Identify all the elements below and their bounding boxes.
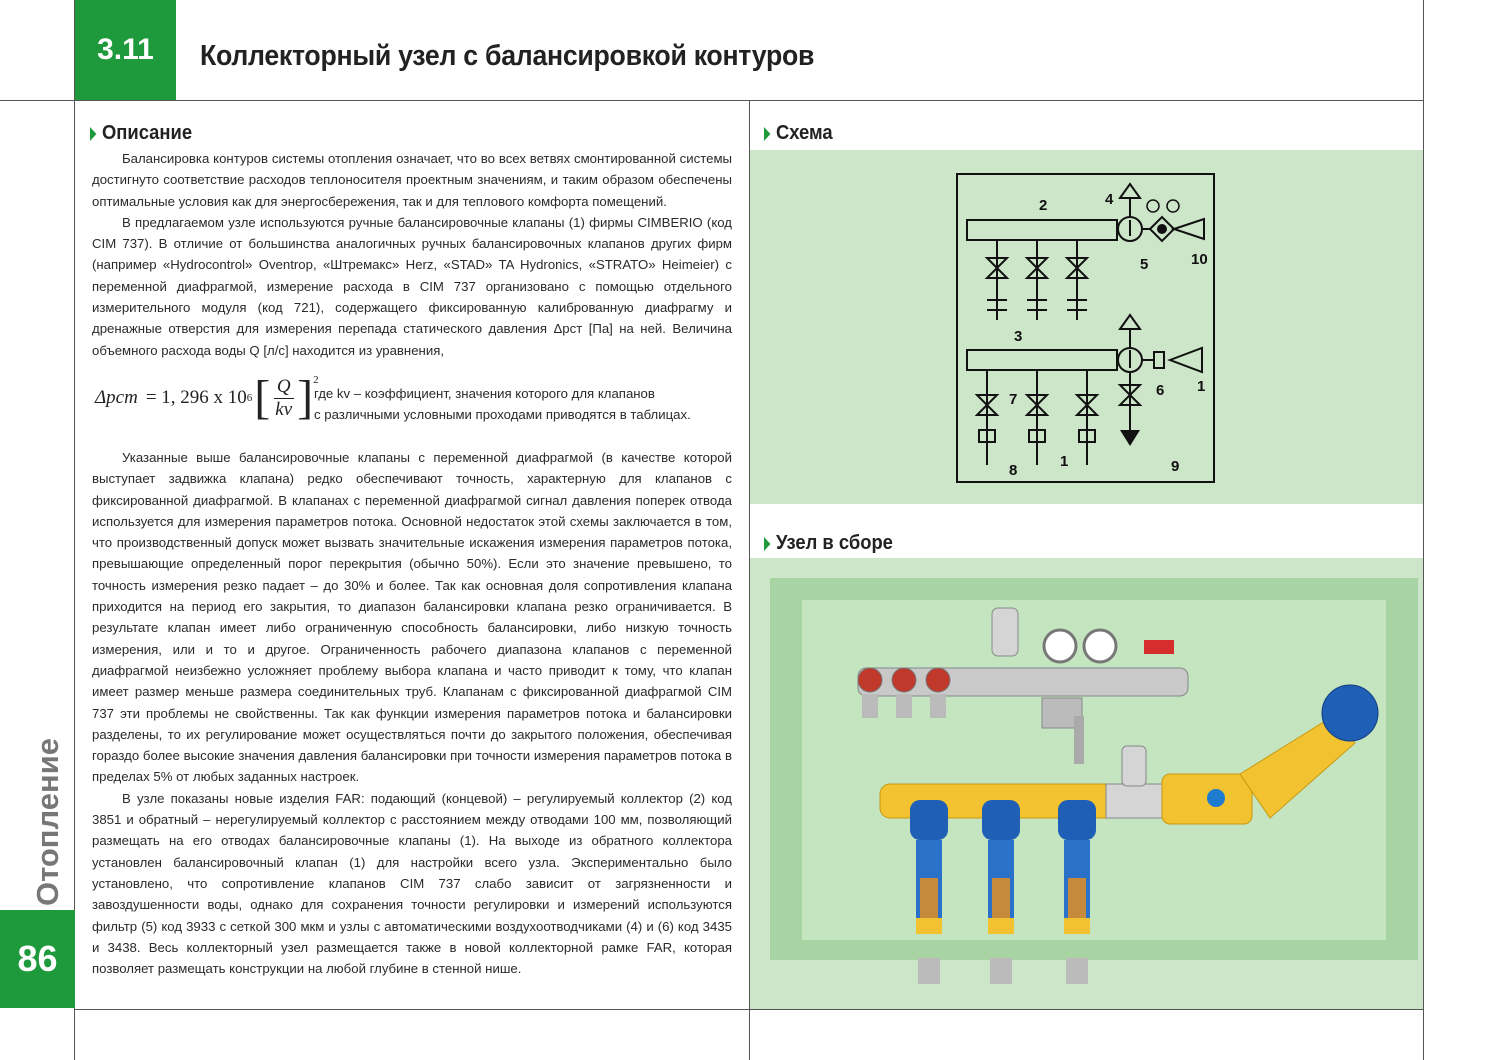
formula-note: [314, 383, 691, 425]
schema-label: 6: [1156, 382, 1165, 399]
description-heading-text: Описание: [101, 122, 193, 144]
assembly-heading-text: Узел в сборе: [775, 532, 893, 554]
schema-label: 9: [1171, 458, 1180, 475]
formula-eq: = 1, 296 x 10: [145, 387, 247, 408]
bracket-open: [: [254, 371, 271, 424]
frame-right-line: [1423, 0, 1424, 1060]
bracket-close: ]: [297, 371, 314, 424]
description-heading: [90, 122, 192, 145]
schema-label: 1: [1197, 378, 1206, 395]
formula-fraction: [272, 376, 295, 421]
chapter-label: Отопление: [30, 737, 65, 907]
paragraph: В предлагаемом узле используются ручные балансировочные клапаны (1) фирмы CIMBERIO (код CIM 737). В отличие от большинства аналогичных ручных балансировочных клапанов других фирм (например «Hydrocontrol» Oventrop, «Штремакс» Herz, «STAD» TA Hydronics, «STRATO» Heimeier) с переменной диафрагмой, измерение расхода в CIM 737 организовано с помощью отдельного измерительного модуля (код 721), содержащего фиксированную калиброванную диафрагму и дренажные отверстия для измерения перепада статического давления Δpст [Па] на ней. Величина объемного расхода воды Q [л/с] находится из уравнения,: [92, 214, 732, 358]
vent-arrow-icon: [1120, 184, 1140, 198]
page-number: 86: [0, 910, 75, 1008]
schema-label: 2: [1039, 197, 1048, 214]
frame-header-line: [0, 100, 1424, 101]
formula-note-line: с различными условными проходами приводятся в таблицах.: [314, 407, 691, 422]
schema-label: 4: [1105, 191, 1114, 208]
section-number: 3.11: [75, 0, 176, 100]
formula-num: Q: [274, 376, 294, 399]
schema-label: 1: [1060, 453, 1069, 470]
assembly-illustration: [770, 578, 1418, 1003]
supply-branches: [987, 240, 1087, 320]
paragraph: Балансировка контуров системы отопления означает, что во всех ветвях смонтированной системы достигнуто соответствие расходов теплоносителя проектным значениям, и таким образом обеспечены оптимальные условия как для энергосбережения, так и для теплового комфорта помещений.: [92, 151, 732, 209]
heading-marker-icon: [764, 127, 770, 141]
gauge-icon: [1044, 630, 1076, 662]
formula-note-line: где kv – коэффициент, значения которого для клапанов: [314, 386, 655, 401]
description-text-bottom: [92, 447, 732, 979]
formula: [95, 371, 319, 424]
valve-icon: [1174, 219, 1204, 239]
schema-label: 8: [1009, 462, 1018, 479]
schema-heading: [764, 122, 833, 145]
return-branches: [977, 370, 1097, 465]
schema-label: 7: [1009, 391, 1018, 408]
schema-diagram: [940, 170, 1240, 490]
schema-label: 10: [1191, 251, 1208, 268]
paragraph: Указанные выше балансировочные клапаны с переменной диафрагмой (в качестве которой выступает задвижка клапана) редко обеспечивают точность, характерную для клапанов с фиксированной диафрагмой. В клапанах с переменной диафрагмой сигнал давления поперек отвода используется для измерения параметров потока. Основной недостаток этой схемы заключается в том, что производственный допуск может вызвать значительные искажения измерения параметров потока, превышающие определенный порог перекрытия (обычно 50%). Если это значение превышено, то точность измерения резко падает – до 30% и более. Так как основная доля сопротивления клапана приходится на период его закрытия, то диапазон балансировки клапана резко ограничивается. В результате клапан имеет либо ограниченную способность балансировки, либо низкую точность измерения, или и то и другое. Ограниченность рабочего диапазона клапанов с переменной диафрагмой неизбежно усложняет проблему выбора клапана и часто приводит к тому, что клапан имеет размер меньше размера соединительных труб. Клапанам с фиксированной диафрагмой CIM 737 эти проблемы не свойственны. Так как функции измерения параметров потока и балансировки разделены, то их регулирование может осуществляться почти до закрытого положения, обеспечивая гораздо более высокие значения давления балансировки при точности измерения параметров потока в пределах 5% от любых заданных настроек.: [92, 450, 732, 785]
assembly-heading: [764, 532, 893, 555]
paragraph: В узле показаны новые изделия FAR: подающий (концевой) – регулируемый коллектор (2) код 3851 и обратный – нерегулируемый коллектор с расстоянием между отводами 100 мм, позволяющий размещать на его отводах балансировочные клапаны (1). На выходе из обратного коллектора установлен балансировочный клапан (1) для настройки всего узла. Экспериментально было установлено, что сопротивление клапанов CIM 737 слабо зависит от загрязненности и завоздушенности воды, однако для сохранения точности регулировки и измерений используются фильтр (5) код 3933 с сеткой 300 мкм и узлы с автоматическими воздухоотводчиками (4) и (6) код 3435 и 3438. Весь коллекторный узел размещается также в новой коллекторной рамке FAR, которая позволяет размещать конструкции на любой глубине в стенной нише.: [92, 790, 732, 977]
vent-arrow-icon: [1120, 315, 1140, 329]
air-vent-icon: [992, 608, 1018, 656]
collector-return: [967, 350, 1117, 370]
description-text-top: [92, 148, 732, 361]
collector-supply: [967, 220, 1117, 240]
frame-footer-line: [75, 1009, 1424, 1010]
frame-left-line: [74, 0, 75, 1060]
balancing-valve-icon: [1170, 348, 1202, 372]
page-title: Коллекторный узел с балансировкой контуров: [200, 40, 815, 72]
air-vent-icon: [1122, 746, 1146, 786]
formula-lhs: Δpст: [95, 387, 138, 408]
balancing-valve-handle-icon: [1322, 685, 1378, 741]
formula-power: 2: [313, 374, 319, 386]
gauge-icon: [1084, 630, 1116, 662]
schema-heading-text: Схема: [775, 122, 833, 144]
gauge-icon: [1147, 200, 1159, 212]
heading-marker-icon: [764, 537, 770, 551]
formula-exp: 6: [246, 392, 253, 404]
drain-arrow-icon: [1120, 430, 1140, 446]
schema-label: 3: [1014, 328, 1023, 345]
formula-den: kv: [275, 398, 293, 420]
heading-marker-icon: [90, 127, 96, 141]
gauge-icon: [1167, 200, 1179, 212]
schema-label: 5: [1140, 256, 1149, 273]
ball-valve-handle-icon: [1144, 640, 1174, 654]
